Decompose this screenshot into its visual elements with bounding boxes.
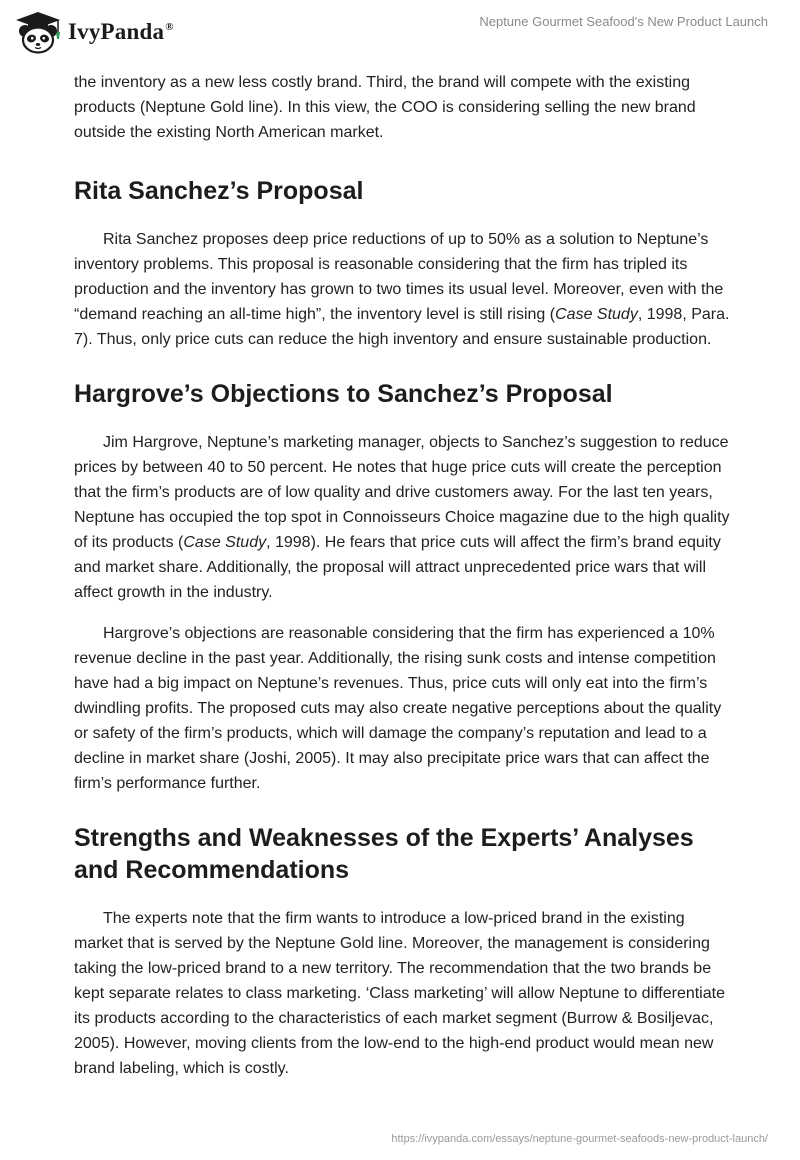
paragraph-strengths-weaknesses: The experts note that the firm wants to introduce a low-priced brand in the existing market that is served by the Neptune Gold line. Moreover, the management is considering taking the low-priced brand to a new territory. The recommendation that the two brands be kept separate relates to class marketing. ‘Class marketing’ will allow Neptune to differentiate its products according to the characteristics of each market segment (Burrow & Bosiljevac, 2005). However, moving clients from the low-end to the high-end product would mean new brand labeling, which is costly.	[74, 910, 725, 1077]
essay-body	[74, 70, 734, 1097]
heading-hargrove-objections: Hargrove’s Objections to Sanchez’s Proposal	[74, 380, 613, 408]
citation-case-study: Case Study	[555, 306, 638, 323]
citation-case-study: Case Study	[183, 534, 267, 551]
ivypanda-logo[interactable]	[14, 10, 174, 54]
heading-strengths-weaknesses: Strengths and Weaknesses of the Experts’ Analyses and Recommendations	[74, 824, 694, 884]
paragraph-continuation: the inventory as a new less costly brand. Third, the brand will compete with the existing products (Neptune Gold line). In this view, the COO is considering selling the new brand outside the existing North American market.	[74, 74, 696, 141]
logo-wordmark: IvyPanda®	[68, 19, 174, 44]
paragraph-hargrove-objections: Jim Hargrove, Neptune’s marketing manager, objects to Sanchez’s suggestion to reduce prices by between 40 to 50 percent. He notes that huge price cuts will create the perception that the firm’s products are of low quality and drive customers away. For the last ten years, Neptune has occupied the top spot in Connoisseurs Choice magazine due to the high quality of its products (Case Study, 1998). He fears that price cuts will affect the firm’s brand equity and market share. Additionally, the proposal will attract unprecedented price wars that will affect growth in the industry.	[74, 434, 730, 601]
heading-sanchez-proposal: Rita Sanchez’s Proposal	[74, 177, 364, 205]
source-url[interactable]: https://ivypanda.com/essays/neptune-gourmet-seafoods-new-product-launch/	[391, 1133, 768, 1145]
document-title: Neptune Gourmet Seafood's New Product Launch	[479, 14, 768, 29]
panda-graduate-icon	[14, 10, 62, 54]
paragraph-sanchez-proposal: Rita Sanchez proposes deep price reductions of up to 50% as a solution to Neptune’s inventory problems. This proposal is reasonable considering that the firm has tripled its production and the inventory has grown to two times its usual level. Moreover, even with the “demand reaching an all-time high”, the inventory level is still rising (Case Study, 1998, Para. 7). Thus, only price cuts can reduce the high inventory and ensure sustainable production.	[74, 231, 730, 348]
page-header	[0, 0, 800, 64]
paragraph-hargrove-reasonable: Hargrove’s objections are reasonable considering that the firm has experienced a 10% revenue decline in the past year. Additionally, the rising sunk costs and intense competition have had a big impact on Neptune’s revenues. Thus, price cuts will only eat into the firm’s dwindling profits. The proposed cuts may also create negative perceptions about the quality or safety of the firm’s products, which will damage the company’s reputation and lead to a decline in market share (Joshi, 2005). It may also precipitate price wars that can affect the firm’s performance further.	[74, 625, 722, 792]
